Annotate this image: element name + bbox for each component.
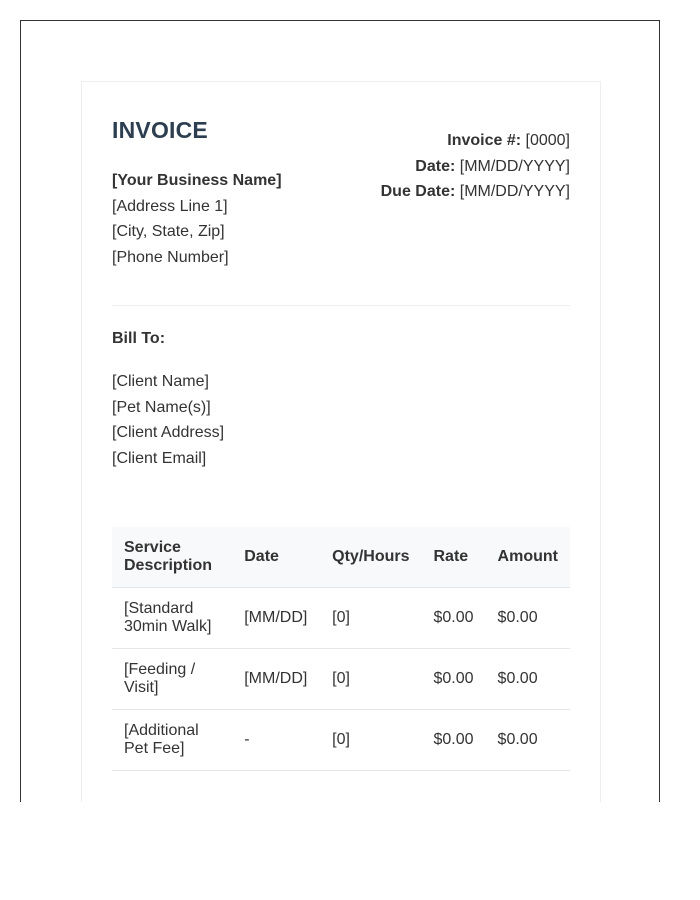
invoice-date-label: Date: — [415, 157, 456, 175]
header-rate: Rate — [422, 527, 486, 587]
cell-amount: $0.00 — [486, 709, 570, 770]
invoice-number-row — [381, 128, 570, 154]
cell-amount: $0.00 — [486, 648, 570, 709]
header-service-description: Service Description — [112, 527, 232, 587]
bill-to-info — [112, 369, 224, 472]
business-phone: [Phone Number] — [112, 249, 229, 267]
business-address-line1: [Address Line 1] — [112, 197, 228, 215]
cell-service-description: [Additional Pet Fee] — [112, 709, 232, 770]
invoice-due-date-row — [381, 179, 570, 205]
invoice-title: INVOICE — [112, 117, 208, 143]
cell-service-description: [Standard 30min Walk] — [112, 587, 232, 648]
cell-qty-hours: [0] — [320, 709, 421, 770]
business-info — [112, 168, 282, 271]
page-cutoff — [0, 802, 700, 900]
cell-amount: $0.00 — [486, 587, 570, 648]
invoice-date-row — [381, 154, 570, 180]
invoice-meta — [381, 128, 570, 205]
table-row — [112, 648, 570, 709]
cell-service-description: [Feeding / Visit] — [112, 648, 232, 709]
business-city-state-zip: [City, State, Zip] — [112, 223, 225, 241]
header-date: Date — [232, 527, 320, 587]
client-name: [Client Name] — [112, 373, 209, 390]
header-divider — [112, 305, 570, 306]
cell-date: - — [232, 709, 320, 770]
invoice-date-value: [MM/DD/YYYY] — [455, 157, 570, 175]
client-email: [Client Email] — [112, 450, 207, 468]
bill-to-heading: Bill To: — [112, 330, 166, 347]
cell-qty-hours: [0] — [320, 648, 421, 709]
invoice-due-date-value: [MM/DD/YYYY] — [455, 183, 570, 200]
cell-qty-hours: [0] — [320, 587, 421, 648]
cell-date: [MM/DD] — [232, 648, 320, 709]
cell-rate: $0.00 — [422, 648, 486, 709]
table-row — [112, 587, 570, 648]
table-row — [112, 709, 570, 770]
invoice-items-table — [112, 527, 570, 771]
pet-names: [Pet Name(s)] — [112, 398, 211, 416]
business-name: [Your Business Name] — [112, 172, 282, 189]
cell-date: [MM/DD] — [232, 587, 320, 648]
invoice-due-date-label: Due Date: — [380, 183, 456, 200]
invoice-number-label: Invoice #: — [447, 132, 522, 149]
client-address: [Client Address] — [112, 424, 225, 442]
invoice-number-value: [0000] — [521, 132, 570, 149]
header-amount: Amount — [486, 527, 570, 587]
cell-rate: $0.00 — [422, 709, 486, 770]
table-header-row — [112, 527, 570, 587]
cell-rate: $0.00 — [422, 587, 486, 648]
header-qty-hours: Qty/Hours — [320, 527, 421, 587]
